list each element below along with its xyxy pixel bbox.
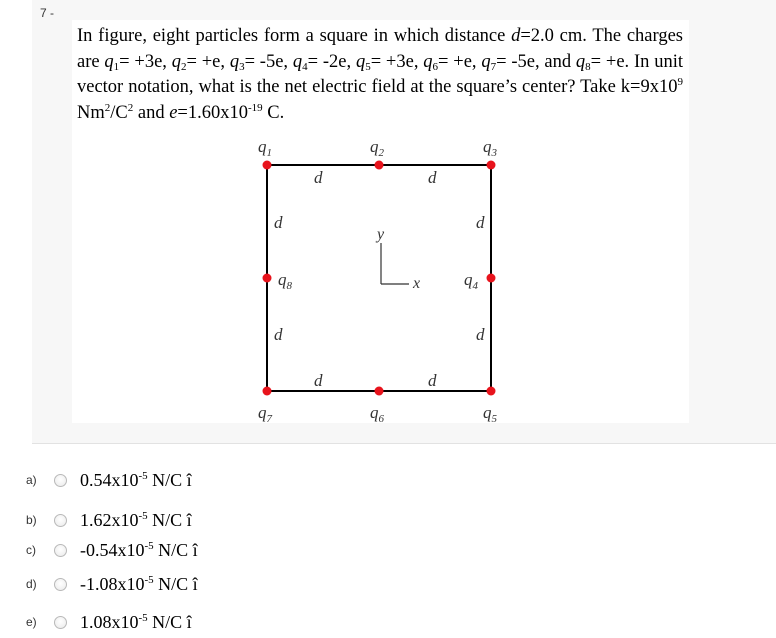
d-label-left-lower: d: [274, 325, 283, 344]
d-label-top-left: d: [314, 168, 323, 187]
label-q5: $q_5$: [483, 403, 497, 425]
d-label-right-upper: d: [476, 213, 485, 232]
option-letter: e): [26, 615, 37, 629]
label-q7: $q_7$: [258, 403, 272, 425]
d-label-bottom-left: d: [314, 371, 323, 390]
option-text: $-0.54x10^{-5}$ N/C î: [80, 539, 198, 560]
question-number: 7 -: [40, 6, 55, 20]
particle-q3: [487, 161, 496, 170]
option-text: $1.08x10^{-5}$ N/C î: [80, 611, 192, 632]
particle-q1: [263, 161, 272, 170]
d-label-left-upper: d: [274, 213, 283, 232]
square-outline: [267, 165, 491, 391]
particle-q7: [263, 387, 272, 396]
option-b[interactable]: [26, 509, 192, 531]
label-q2: $q_2$: [370, 137, 384, 159]
d-label-bottom-right: d: [428, 371, 437, 390]
label-q8: $q_8$: [278, 270, 292, 292]
radio-button-c[interactable]: [54, 544, 67, 557]
radio-button-a[interactable]: [54, 474, 67, 487]
particle-q8: [263, 274, 272, 283]
d-label-right-lower: d: [476, 325, 485, 344]
option-a[interactable]: [26, 469, 192, 491]
y-axis-label: y: [377, 226, 385, 243]
option-text: $-1.08x10^{-5}$ N/C î: [80, 573, 198, 594]
label-q1: $q_1$: [258, 137, 272, 159]
particle-q2: [375, 161, 384, 170]
radio-button-b[interactable]: [54, 514, 67, 527]
option-text: $1.62x10^{-5}$ N/C î: [80, 509, 192, 530]
label-q4: $q_4$: [464, 270, 478, 292]
option-d[interactable]: [26, 573, 198, 595]
particle-q5: [487, 387, 496, 396]
d-label-top-right: d: [428, 168, 437, 187]
option-text: $0.54x10^{-5}$ N/C î: [80, 469, 192, 490]
option-letter: b): [26, 513, 37, 527]
label-q3: $q_3$: [483, 137, 497, 159]
particle-q6: [375, 387, 384, 396]
particle-q4: [487, 274, 496, 283]
x-axis-label: x: [413, 275, 421, 292]
label-q6: $q_6$: [370, 403, 384, 425]
question-text: In figure, eight particles form a square in which distance d=2.0 cm. The charges are $q_1= +3e$, $q_2= +e$, $q_3= -5e$, $q_4= -2e$, $q_5= +3e$, $q_6= +e$, $q_7= -5e$, and $q_8= +e$. In unit vector notation, what is the net electric field at the square’s center? Take $k=9x10^9$ $Nm^2/C^2$ and $e=1.60x10^{-19}$ C.: [77, 26, 684, 123]
option-e[interactable]: [26, 611, 192, 633]
radio-button-d[interactable]: [54, 578, 67, 591]
option-letter: d): [26, 577, 37, 591]
option-letter: c): [26, 543, 36, 557]
radio-button-e[interactable]: [54, 616, 67, 629]
option-letter: a): [26, 473, 37, 487]
option-c[interactable]: [26, 539, 198, 561]
